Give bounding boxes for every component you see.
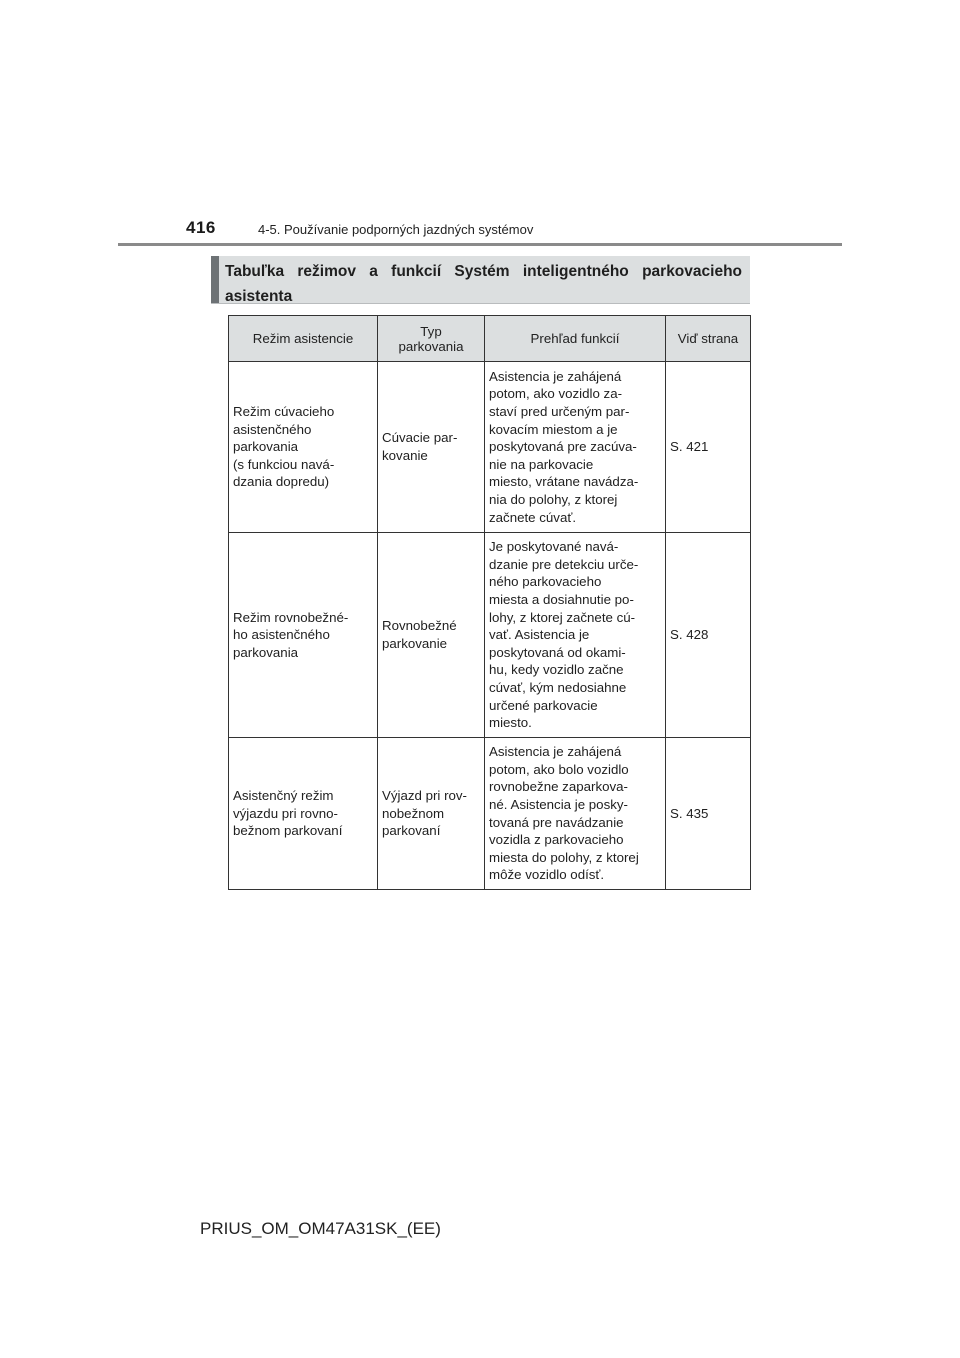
table-row [229,738,751,890]
cell-mode: Režim cúvacieho asistenčného parkovania (s funkciou navá- dzania dopredu) [229,362,378,533]
cell-type: Výjazd pri rov- nobežnom parkovaní [378,738,485,890]
cell-type: Cúvacie par- kovanie [378,362,485,533]
page-number: 416 [186,218,216,237]
cell-page: S. 428 [666,533,751,738]
section-title: 4-5. Používanie podporných jazdných systémov [258,222,534,237]
table-heading-title: Tabuľka režimov a funkcií Systém inteligentného parkovacieho asistenta [225,263,742,305]
footer-document-code: PRIUS_OM_OM47A31SK_(EE) [200,1219,441,1238]
cell-overview: Asistencia je zahájená potom, ako bolo vozidlo rovnobežne zaparkova- né. Asistencia je posky- tovaná pre navádzanie vozidla z parkovacieho miesta do polohy, z ktorej môže vozidlo odísť. [485,738,666,890]
cell-mode: Režim rovnobežné- ho asistenčného parkovania [229,533,378,738]
cell-page: S. 421 [666,362,751,533]
modes-table [228,315,751,890]
cell-overview: Je poskytované navá- dzanie pre detekciu urče- ného parkovacieho miesta a dosiahnutie po- lohy, z ktorej začnete cú- vať. Asistencia je poskytovaná od okami- hu, kedy vozidlo začne cúvať, kým nedosiahne určené parkovacie miesto. [485,533,666,738]
table-header-row [229,316,751,362]
header-rule [118,243,842,246]
column-header-page: Viď strana [666,316,751,362]
column-header-mode: Režim asistencie [229,316,378,362]
table-row [229,533,751,738]
table-heading-box [211,256,750,304]
column-header-overview: Prehľad funkcií [485,316,666,362]
column-header-type: Typ parkovania [378,316,485,362]
table-row [229,362,751,533]
cell-overview: Asistencia je zahájená potom, ako vozidlo za- staví pred určeným par- kovacím miestom a je poskytovaná pre zacúva- nie na parkovacie miesto, vrátane navádza- nia do polohy, z ktorej začnete cúvať. [485,362,666,533]
cell-mode: Asistenčný režim výjazdu pri rovno- bežnom parkovaní [229,738,378,890]
heading-accent-bar [211,256,219,303]
cell-type: Rovnobežné parkovanie [378,533,485,738]
cell-page: S. 435 [666,738,751,890]
